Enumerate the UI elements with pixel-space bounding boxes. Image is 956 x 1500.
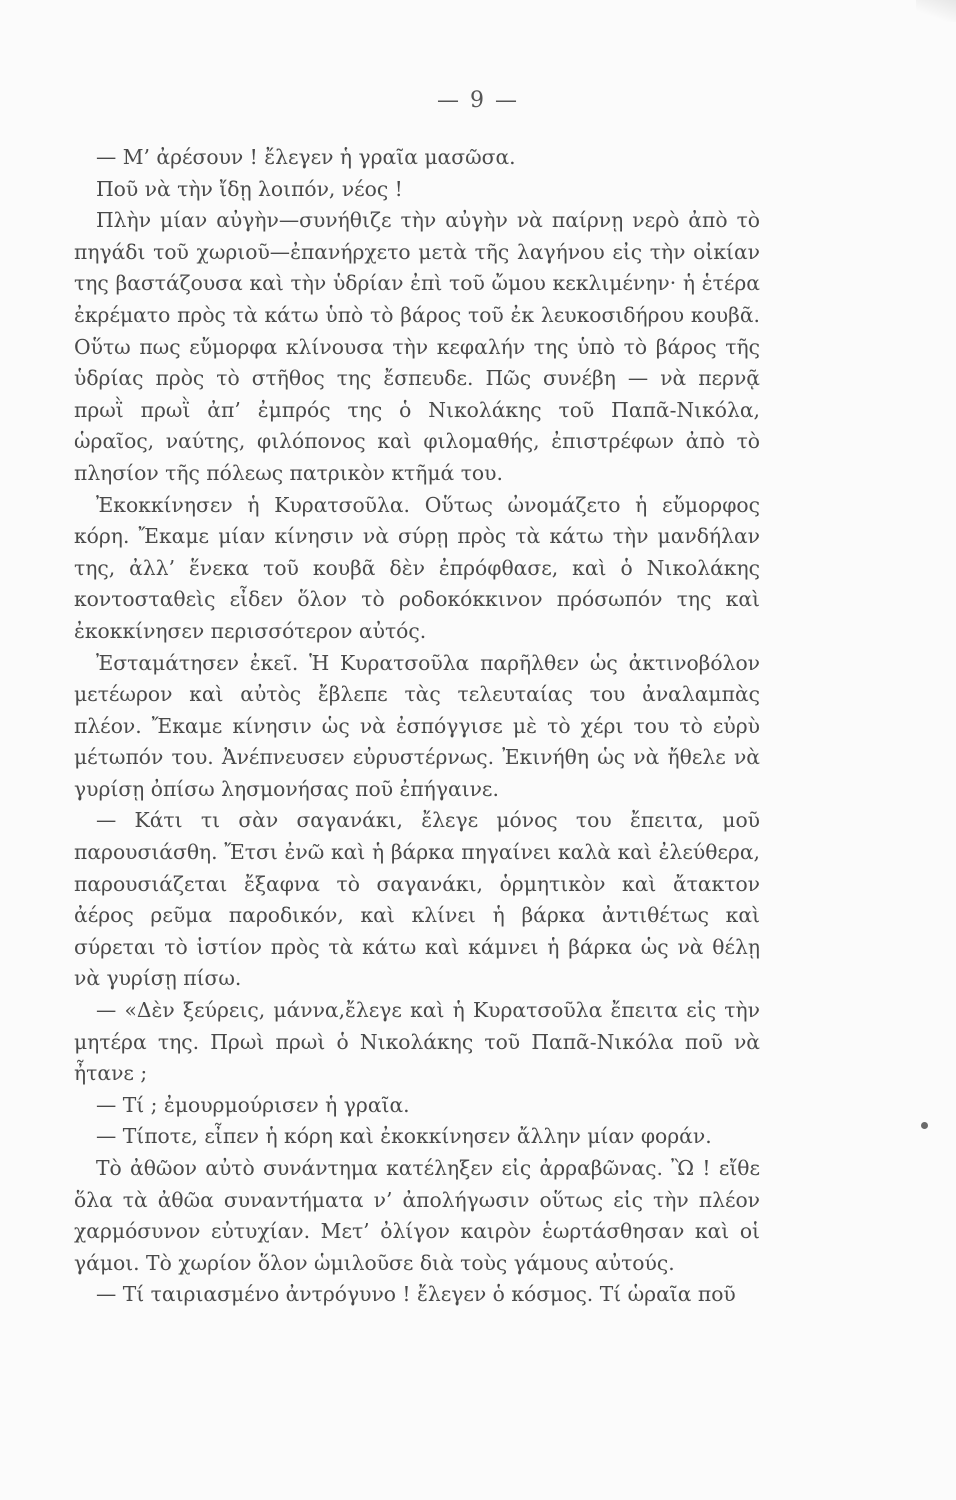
paragraph-9: — Τίποτε, εἶπεν ἡ κόρη καὶ ἐκοκκίνησεν ἄλλην μίαν φοράν. — [96, 1124, 712, 1149]
paragraph-5: Ἐσταμάτησεν ἐκεῖ. Ἡ Κυρατσοῦλα παρῆλθεν ὡς ἀκτινοβόλον μετέωρον καὶ αὐτὸς ἔβλεπε τὰς τελευταίας του ἀναλαμπὰς πλέον. Ἔκαμε κίνησιν ὡς νὰ ἐσπόγγισε μὲ τὸ χέρι του τὸ εὐρὺ μέτωπόν του. Ἀνέπνευσεν εὐρυστέρνως. Ἐκινήθη ὡς νὰ ἤθελε νὰ γυρίσῃ ὀπίσω λησμονήσας ποῦ ἐπήγαινε. — [74, 650, 760, 801]
page-number: — 9 — — [437, 88, 519, 113]
paragraph-7: — «Δὲν ξεύρεις, μάννα,ἔλεγε καὶ ἡ Κυρατσοῦλα ἔπειτα εἰς τὴν μητέρα της. Πρωὶ πρωὶ ὁ Νικολάκης τοῦ Παπᾶ-Νικόλα ποῦ νὰ ἦτανε ; — [74, 998, 760, 1086]
text-body — [74, 142, 760, 1311]
paragraph-2: Ποῦ νὰ τὴν ἴδῃ λοιπόν, νέος ! — [96, 176, 403, 201]
paragraph-4: Ἐκοκκίνησεν ἡ Κυρατσοῦλα. Οὕτως ὠνομάζετο ἡ εὔμορφος κόρη. Ἔκαμε μίαν κίνησιν νὰ σύρῃ πρὸς τὰ κάτω τὴν μανδήλαν της, ἀλλ’ ἕνεκα τοῦ κουβᾶ δὲν ἐπρόφθασε, καὶ ὁ Νικολάκης κοντοσταθεὶς εἶδεν ὅλον τὸ ροδοκόκκινον πρόσωπόν της καὶ ἐκοκκίνησεν περισσότερον αὐτός. — [74, 492, 760, 643]
ink-speck — [921, 1122, 928, 1129]
paragraph-6: — Κάτι τι σὰν σαγανάκι, ἔλεγε μόνος του ἔπειτα, μοῦ παρουσιάσθη. Ἔτσι ἐνῶ καὶ ἡ βάρκα πηγαίνει καλὰ καὶ ἐλεύθερα, παρουσιάζεται ἔξαφνα τὸ σαγανάκι, ὁρμητικὸν καὶ ἄτακτον ἀέρος ρεῦμα παροδικόν, καὶ κλίνει ἡ βάρκα ἀντιθέτως καὶ σύρεται τὸ ἱστίον πρὸς τὰ κάτω καὶ κάμνει ἡ βάρκα ὡς νὰ θέλῃ νὰ γυρίσῃ πίσω. — [74, 808, 760, 991]
paragraph-1: — Μ’ ἀρέσουν ! ἔλεγεν ἡ γραῖα μασῶσα. — [96, 145, 516, 169]
paragraph-10: Τὸ ἀθῶον αὐτὸ συνάντημα κατέληξεν εἰς ἀρραβῶνας. Ὢ ! εἴθε ὅλα τὰ ἀθῶα συναντήματα ν’ ἀπολήγωσιν οὕτως εἰς τὴν πλέον χαρμόσυνον εὐτυχίαν. Μετ’ ὀλίγον καιρὸν ἑωρτάσθησαν καὶ οἱ γάμοι. Τὸ χωρίον ὅλον ὡμιλοῦσε διὰ τοὺς γάμους αὐτούς. — [74, 1156, 760, 1275]
page-corner-smudge — [916, 0, 956, 22]
paragraph-3: Πλὴν μίαν αὐγὴν—συνήθιζε τὴν αὐγὴν νὰ παίρνῃ νερὸ ἀπὸ τὸ πηγάδι τοῦ χωριοῦ—ἐπανήρχετο μετὰ τῆς λαγήνου εἰς τὴν οἰκίαν της βαστάζουσα καὶ τὴν ὑδρίαν ἐπὶ τοῦ ὤμου κεκλιμένην· ἡ ἑτέρα ἐκρέματο πρὸς τὰ κάτω ὑπὸ τὸ βάρος τοῦ ἐκ λευκοσιδήρου κουβᾶ. Οὕτω πως εὔμορφα κλίνουσα τὴν κεφαλήν της ὑπὸ τὸ βάρος τῆς ὑδρίας πρὸς τὸ στῆθος της ἔσπευδε. Πῶς συνέβη — νὰ περνᾷ πρωῒ πρωῒ ἀπ’ ἐμπρός της ὁ Νικολάκης τοῦ Παπᾶ-Νικόλα, ὡραῖος, ναύτης, φιλόπονος καὶ φιλομαθής, ἐπιστρέφων ἀπὸ τὸ πλησίον τῆς πόλεως πατρικὸν κτῆμά του. — [74, 208, 760, 485]
paragraph-11: — Τί ταιριασμένο ἀντρόγυνο ! ἔλεγεν ὁ κόσμος. Τί ὡραῖα ποῦ — [96, 1282, 736, 1307]
paragraph-8: — Τί ; ἐμουρμούρισεν ἡ γραῖα. — [96, 1092, 410, 1117]
